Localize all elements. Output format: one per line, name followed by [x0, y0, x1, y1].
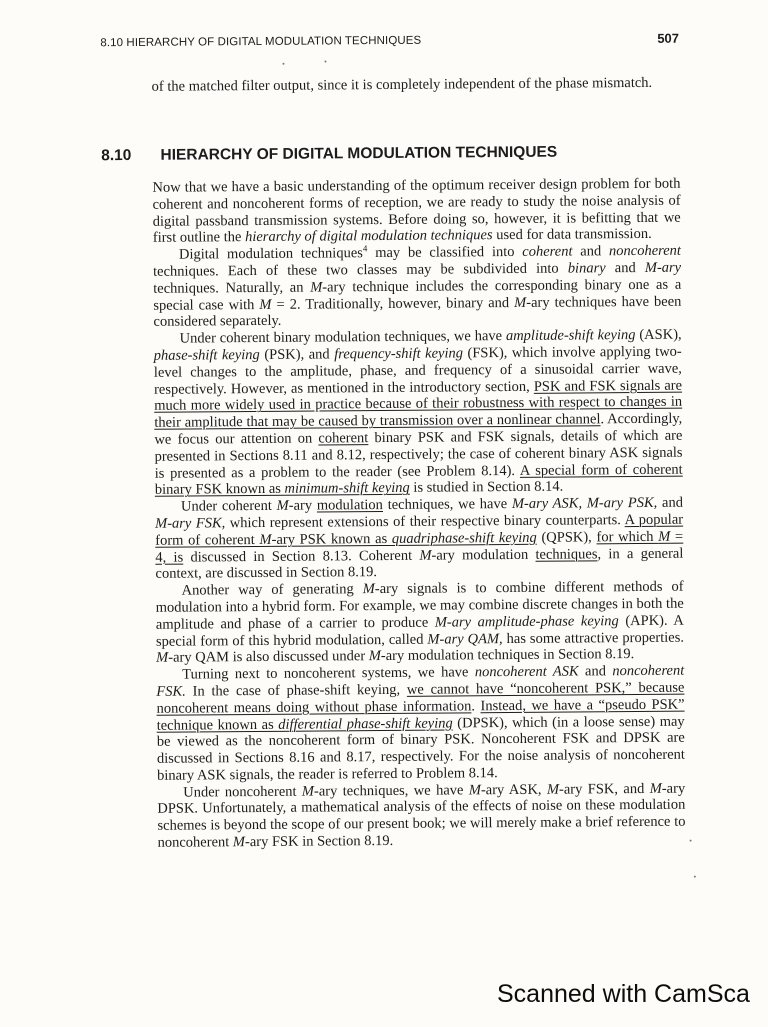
- emphasized-text: phase-shift keying: [153, 346, 260, 364]
- text-run: discussed in Section 8.13. Coherent: [183, 547, 420, 566]
- text-run: -ary QAM is also discussed under: [168, 648, 369, 667]
- emphasized-text: M: [649, 780, 662, 797]
- underlined-text: = 4, is: [155, 528, 684, 566]
- emphasized-text: M: [514, 294, 527, 311]
- emphasized-text: coherent: [522, 243, 573, 261]
- text-run: -ary techniques have been considered separately.: [153, 293, 682, 331]
- running-head: 8.10 HIERARCHY OF DIGITAL MODULATION TECHNIQUES: [100, 34, 422, 50]
- text-run: -ary DPSK. Unfortunately, a mathematical analysis of the effects of noise on these modulation schemes is beyond the scope of our present book; we will merely make a brief reference to noncoherent: [157, 780, 686, 851]
- underlined-text: techniques: [535, 545, 598, 563]
- text-run: (PSK), and: [259, 346, 335, 363]
- text-run: Digital modulation techniques: [178, 245, 363, 263]
- body-paragraph: [157, 780, 686, 851]
- text-run: In the case of phase-shift keying,: [185, 681, 407, 700]
- text-run: = 2. Traditionally, however, binary and: [271, 294, 515, 313]
- emphasized-text: M: [301, 783, 315, 800]
- emphasized-text: M-ary amplitude-phase keying: [434, 612, 619, 631]
- text-run: -ary ASK,: [480, 781, 547, 798]
- emphasized-text: M-ary QAM,: [427, 630, 503, 648]
- emphasized-text: M: [368, 648, 381, 665]
- text-run: used for data transmission.: [492, 226, 652, 244]
- text-run: Under coherent: [180, 497, 277, 515]
- text-run: -ary techniques, we have: [313, 782, 469, 800]
- text-run: and: [578, 663, 613, 680]
- underlined-text: differential phase-shift keying: [278, 714, 453, 733]
- text-run: -ary technique includes the corresponding binary one as a special case with: [153, 276, 682, 314]
- text-run: and: [605, 259, 645, 277]
- text-run: (DPSK), which (in a loose sense) may be viewed as the noncoherent form of binary PSK. Noncoherent FSK and DPSK are discussed in Sections 8.16 and 8.17, respectively. For the noise analysis of noncoherent binary ASK signals, the reader is referred to Problem 8.14.: [156, 713, 685, 784]
- scan-speck: [282, 63, 284, 65]
- text-run: and: [657, 494, 684, 511]
- body-paragraph: [155, 495, 684, 583]
- emphasized-text: M: [362, 581, 375, 598]
- emphasized-text: M: [310, 279, 323, 296]
- text-run: -ary: [288, 497, 317, 514]
- body-paragraph: [156, 663, 685, 785]
- underlined-text: -ary PSK known as: [271, 530, 392, 548]
- underlined-text: M: [259, 531, 272, 548]
- page-number: 507: [657, 30, 680, 46]
- emphasized-text: M-ary: [644, 259, 682, 276]
- scanner-watermark: Scanned with CamSca: [497, 980, 750, 1008]
- body-paragraph: [156, 579, 685, 667]
- emphasized-text: M: [276, 497, 289, 514]
- text-run: Now that we have a basic understanding of the optimum receiver design problem for both coherent and noncoherent forms of reception, we are ready to study the noise analysis of digital passband transmission systems. Before doing so, however, it is befitting that we first outline the: [152, 175, 681, 247]
- emphasized-text: M: [468, 781, 481, 799]
- text-run: techniques. Each of these two classes may be subdivided into: [153, 260, 568, 280]
- emphasized-text: amplitude-shift keying: [505, 327, 636, 345]
- text-run: (FSK), which involve applying two-level changes to the amplitude, phase, and frequency of a sinusoidal carrier wave, respectively. However, as mentioned in the introductory section,: [153, 343, 682, 398]
- text-run: -ary signals is to combine different methods of modulation into a hybrid form. For example, we may combine discrete changes in both the amplitude and phase of a carrier to produce: [155, 578, 684, 633]
- underlined-text: for which: [596, 528, 659, 546]
- emphasized-text: M-ary ASK, M-ary PSK,: [511, 494, 658, 513]
- intro-paragraph: of the matched filter output, since it is completely independent of the phase mismatch.: [151, 74, 653, 95]
- text-run: (APK). A special form of this hybrid modulation, called: [155, 612, 684, 650]
- text-run: , in a general context, are discussed in Section 8.19.: [155, 545, 684, 583]
- section-title: HIERARCHY OF DIGITAL MODULATION TECHNIQUES: [160, 143, 558, 164]
- underlined-text: A special form of coherent binary FSK known as: [154, 461, 683, 499]
- section-number: 8.10: [101, 146, 132, 165]
- text-run: which represent extensions of their respective binary counterparts.: [225, 512, 625, 532]
- emphasized-text: M: [156, 650, 169, 667]
- scan-speck: [694, 876, 696, 878]
- text-run: has some attractive properties.: [502, 629, 685, 647]
- text-run: binary PSK and FSK signals, details of which are presented in Sections 8.11 and 8.12, respectively; the case of coherent binary ASK signals is presented as a problem to the reader (see Problem 8.14).: [154, 427, 683, 482]
- emphasized-text: binary: [567, 260, 606, 277]
- text-run: Turning next to noncoherent systems, we have: [182, 664, 475, 683]
- emphasized-text: M: [259, 296, 272, 313]
- text-run: -ary modulation techniques in Section 8.19.: [380, 646, 635, 665]
- underlined-text: coherent: [318, 430, 369, 447]
- underlined-text: we cannot have “noncoherent PSK,” because noncoherent means doing without phase information: [156, 679, 685, 717]
- emphasized-text: M: [419, 547, 432, 564]
- underlined-text: M: [658, 528, 671, 545]
- text-run: and: [572, 243, 610, 260]
- underlined-text: modulation: [316, 497, 383, 514]
- text-run: . Accordingly, we focus our attention on: [154, 410, 683, 448]
- text-run: -ary FSK, and: [558, 780, 650, 798]
- emphasized-text: frequency-shift keying: [334, 345, 464, 363]
- text-run: .: [471, 697, 481, 715]
- underlined-text: A popular form of coherent: [155, 511, 684, 549]
- scan-speck: [324, 60, 326, 62]
- underlined-text: 4: [362, 243, 368, 254]
- emphasized-text: noncoherent FSK.: [156, 662, 685, 700]
- text-run: -ary modulation: [431, 546, 536, 564]
- underlined-text: minimum-shift keying: [284, 480, 410, 498]
- text-run: may be classified into: [367, 244, 523, 262]
- text-run: techniques. Naturally, an: [153, 279, 311, 297]
- body-paragraph: [154, 327, 683, 499]
- text-run: Under coherent binary modulation techniques, we have: [179, 328, 506, 347]
- text-run: techniques, we have: [382, 496, 512, 514]
- text-run: (QPSK),: [536, 529, 597, 546]
- underlined-text: Instead, we have a “pseudo PSK” technique known as: [156, 696, 685, 734]
- body-text: [152, 176, 685, 852]
- emphasized-text: M: [546, 781, 560, 798]
- emphasized-text: noncoherent ASK: [474, 663, 579, 681]
- scan-speck: [690, 840, 692, 842]
- section-heading: [101, 144, 557, 166]
- underlined-text: quadriphase-shift keying: [391, 529, 537, 547]
- text-run: is studied in Section 8.14.: [409, 478, 564, 497]
- emphasized-text: noncoherent: [608, 242, 682, 260]
- text-run: Another way of generating: [181, 581, 363, 599]
- text-run: -ary FSK in Section 8.19.: [244, 833, 394, 851]
- emphasized-text: M: [232, 834, 246, 851]
- underlined-text: PSK and FSK signals are much more widely used in practice because of their robustness with respect to changes in their amplitude that may be caused by transmission over a nonlinear channel: [154, 377, 683, 431]
- emphasized-text: M-ary FSK,: [155, 515, 226, 532]
- body-paragraph: [152, 176, 681, 247]
- text-run: (ASK),: [635, 326, 682, 344]
- text-run: Under noncoherent: [183, 783, 302, 801]
- emphasized-text: hierarchy of digital modulation techniques: [244, 227, 493, 246]
- body-paragraph: [153, 243, 682, 331]
